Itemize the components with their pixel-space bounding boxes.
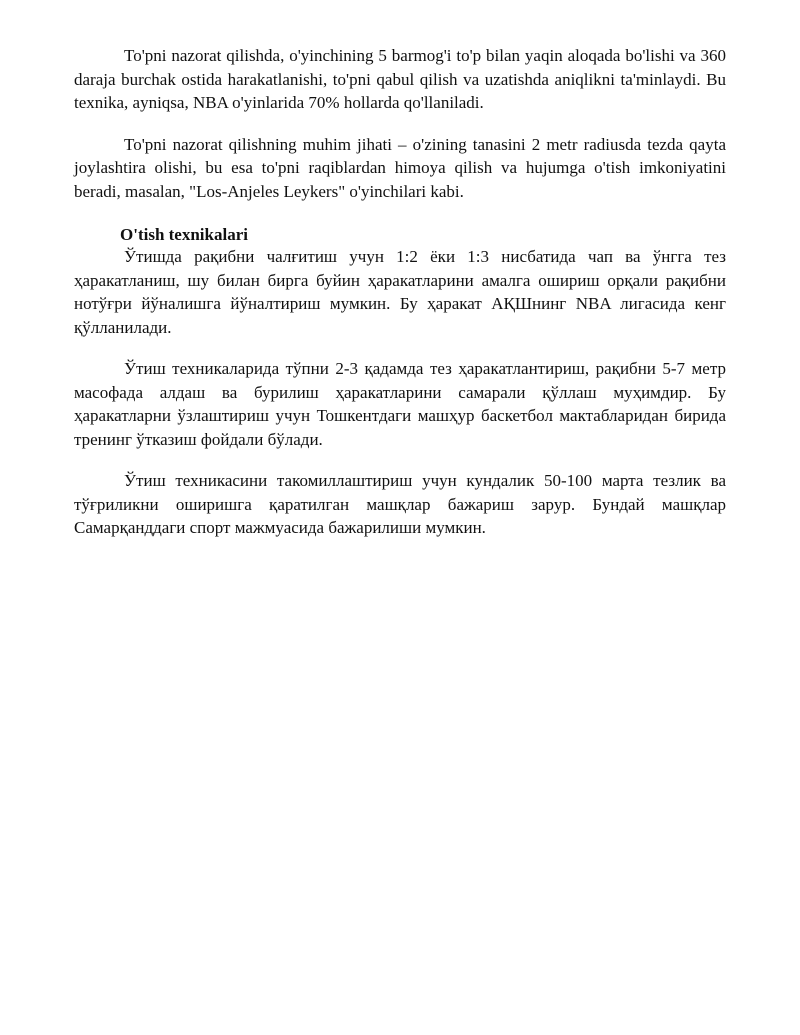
paragraph-ball-control: To'pni nazorat qilishda, o'yinchining 5 barmog'i to'p bilan yaqin aloqada bo'lishi va 360 daraja burchak ostida harakatlanishi, to'pni qabul qilish va uzatishda aniqlikni ta'minlaydi. Bu texnika, ayniqsa, NBA o'yinlarida 70% hollarda qo'llaniladi. [74,46,726,112]
paragraph-passing-feint: Ўтишда рақибни чалғитиш учун 1:2 ёки 1:3 нисбатида чап ва ўнгга тез ҳаракатланиш, шу билан бирга буйин ҳаракатларини амалга ошириш орқали рақибни нотўғри йўналишга йўналтириш мумкин. Бу ҳаракат АҚШнинг NBA лигасида кенг қўлланилади. [74,247,726,337]
paragraph-body-repositioning: To'pni nazorat qilishning muhim jihati – o'zining tanasini 2 metr radiusda tezda qayta joylashtira olishi, bu esa to'pni raqiblardan himoya qilish va hujumga o'tish imkoniyatini beradi, masalan, "Los-Anjeles Leykers" o'yinchilari kabi. [74,134,726,201]
document-page [74,44,726,540]
section-heading: O'tish texnikalari [120,225,248,244]
paragraph-passing-practice: Ўтиш техникасини такомиллаштириш учун кундалик 50-100 марта тезлик ва тўғриликни оширишга қаратилган машқлар бажариш зарур. Бундай машқлар Самарқанддаги спорт мажмуасида бажарилиши мумкин. [74,471,726,537]
paragraph-passing-steps: Ўтиш техникаларида тўпни 2-3 қадамда тез ҳаракатлантириш, рақибни 5-7 метр масофада алдаш ва бурилиш ҳаракатларини самарали қўллаш муҳимдир. Бу ҳаракатларни ўзлаштириш учун Тошкентдаги машҳур баскетбол мактабларидан бирида тренинг ўтказиш фойдали бўлади. [74,359,726,449]
